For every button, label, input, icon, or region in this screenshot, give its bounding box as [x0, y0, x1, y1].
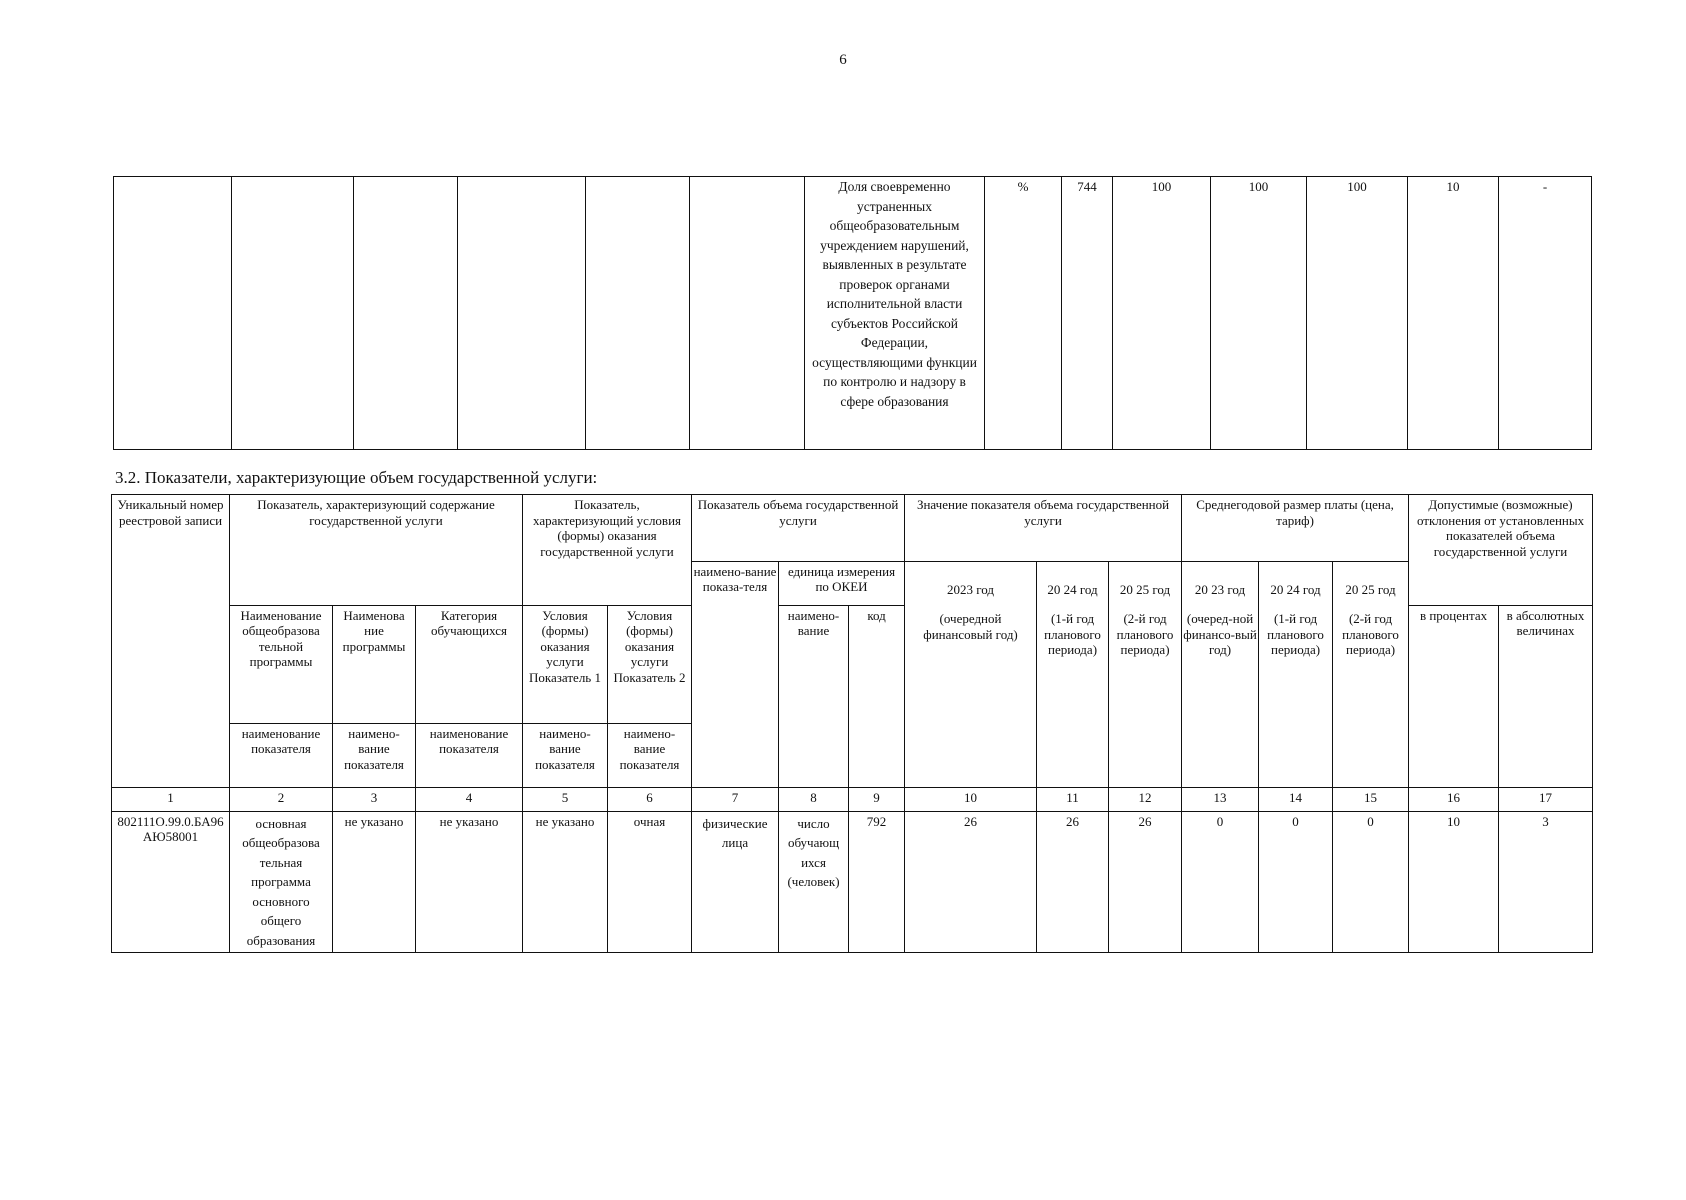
header-program-name: Наименование общеобразова тельной программы: [230, 605, 333, 723]
quality-indicator-name: Доля своевременно устраненных общеобразовательным учреждением нарушений, выявленных в результате проверок органами исполнительной власти субъектов Российской Федерации, осуществляющими функции по контролю и надзору в сфере образования: [805, 177, 985, 450]
header-year-2024-label: 20 24 год: [1047, 581, 1098, 597]
empty-cell: [586, 177, 690, 450]
header-year-2025-label: 20 25 год: [1119, 581, 1171, 597]
header-fee-2024-label: 20 24 год: [1270, 581, 1321, 597]
empty-cell: [458, 177, 586, 450]
header-category: Категория обучающихся: [416, 605, 523, 723]
category: не указано: [416, 811, 523, 953]
col-number: 7: [692, 787, 779, 811]
header-fee-2023-note: (очеред-ной финансо-вый год): [1183, 611, 1257, 657]
header-year-2024-note: (1-й год планового периода): [1044, 611, 1101, 657]
header-fee: Среднегодовой размер платы (цена, тариф): [1182, 495, 1409, 562]
fee-2023: 0: [1182, 811, 1259, 953]
quality-unit: %: [985, 177, 1062, 450]
value-2023: 26: [905, 811, 1037, 953]
registry-number: 802111О.99.0.БА96АЮ58001: [112, 811, 230, 953]
header-fee-2024-note: (1-й год планового периода): [1267, 611, 1324, 657]
quality-row: [114, 177, 1592, 450]
table-row: [112, 811, 1593, 953]
condition-2: очная: [608, 811, 692, 953]
column-numbers-row: [112, 787, 1593, 811]
header-deviation: Допустимые (возможные) отклонения от установленных показателей объема государственной услуги: [1409, 495, 1593, 562]
header-fee-2024: [1259, 561, 1333, 787]
col-number: 5: [523, 787, 608, 811]
col-number: 13: [1182, 787, 1259, 811]
header-condition-1: Условия (формы) оказания услуги Показатель 1: [523, 605, 608, 723]
header-sub-name-2: наимено-вание показателя: [333, 723, 416, 787]
header-program: Наименова ние программы: [333, 605, 416, 723]
quality-deviation-abs: -: [1499, 177, 1592, 450]
header-year-2025: [1109, 561, 1182, 787]
header-unique-number: Уникальный номер реестровой записи: [112, 495, 230, 788]
header-fee-2023: [1182, 561, 1259, 787]
header-fee-2023-label: 20 23 год: [1194, 581, 1246, 597]
header-sub-name-4: наимено-вание показателя: [523, 723, 608, 787]
quality-value-2025: 100: [1307, 177, 1408, 450]
header-unit-okei: единица измерения по ОКЕИ: [779, 561, 905, 605]
condition-1: не указано: [523, 811, 608, 953]
empty-cell: [354, 177, 458, 450]
unit-code: 792: [849, 811, 905, 953]
col-number: 12: [1109, 787, 1182, 811]
header-volume: Показатель объема государственной услуги: [692, 495, 905, 562]
col-number: 6: [608, 787, 692, 811]
col-number: 16: [1409, 787, 1499, 811]
col-number: 3: [333, 787, 416, 811]
header-deviation-cont: [1409, 561, 1593, 605]
header-conditions: Показатель, характеризующий условия (формы) оказания государственной услуги: [523, 495, 692, 606]
page-number: 6: [839, 52, 847, 68]
quality-value-2024: 100: [1211, 177, 1307, 450]
col-number: 17: [1499, 787, 1593, 811]
empty-cell: [232, 177, 354, 450]
empty-cell: [690, 177, 805, 450]
value-2025: 26: [1109, 811, 1182, 953]
quality-deviation-pct: 10: [1408, 177, 1499, 450]
col-number: 1: [112, 787, 230, 811]
fee-2024: 0: [1259, 811, 1333, 953]
header-indicator-name: наимено-вание показа-теля: [692, 561, 779, 787]
header-sub-name-3: наименование показателя: [416, 723, 523, 787]
fee-2025: 0: [1333, 811, 1409, 953]
col-number: 14: [1259, 787, 1333, 811]
program: не указано: [333, 811, 416, 953]
col-number: 8: [779, 787, 849, 811]
col-number: 4: [416, 787, 523, 811]
program-name: основная общеобразова тельная программа основного общего образования: [230, 811, 333, 953]
header-sub-name-5: наимено-вание показателя: [608, 723, 692, 787]
header-fee-2025-label: 20 25 год: [1345, 581, 1396, 597]
value-2024: 26: [1037, 811, 1109, 953]
header-year-2023-label: 2023 год: [947, 581, 995, 597]
empty-cell: [114, 177, 232, 450]
quality-value-2023: 100: [1113, 177, 1211, 450]
header-fee-2025: [1333, 561, 1409, 787]
header-value: Значение показателя объема государственной услуги: [905, 495, 1182, 562]
col-number: 15: [1333, 787, 1409, 811]
header-year-2025-note: (2-й год планового периода): [1116, 611, 1174, 657]
col-number: 11: [1037, 787, 1109, 811]
header-deviation-pct: в процентах: [1409, 605, 1499, 787]
header-fee-2025-note: (2-й год планового периода): [1342, 611, 1399, 657]
header-unit-name: наимено-вание: [779, 605, 849, 787]
header-year-2023: [905, 561, 1037, 787]
quality-indicators-table: [113, 176, 1592, 450]
col-number: 10: [905, 787, 1037, 811]
quality-okei: 744: [1062, 177, 1113, 450]
volume-indicators-table: [111, 494, 1593, 953]
indicator-name: физические лица: [692, 811, 779, 953]
header-unit-code: код: [849, 605, 905, 787]
section-title: 3.2. Показатели, характеризующие объем государственной услуги:: [115, 468, 598, 487]
header-sub-name-1: наименование показателя: [230, 723, 333, 787]
col-number: 2: [230, 787, 333, 811]
header-deviation-abs: в абсолютных величинах: [1499, 605, 1593, 787]
unit-name: число обучающ ихся (человек): [779, 811, 849, 953]
header-year-2023-note: (очередной финансовый год): [923, 611, 1018, 642]
deviation-pct: 10: [1409, 811, 1499, 953]
header-content: Показатель, характеризующий содержание государственной услуги: [230, 495, 523, 606]
header-condition-2: Условия (формы) оказания услуги Показатель 2: [608, 605, 692, 723]
deviation-abs: 3: [1499, 811, 1593, 953]
header-year-2024: [1037, 561, 1109, 787]
col-number: 9: [849, 787, 905, 811]
